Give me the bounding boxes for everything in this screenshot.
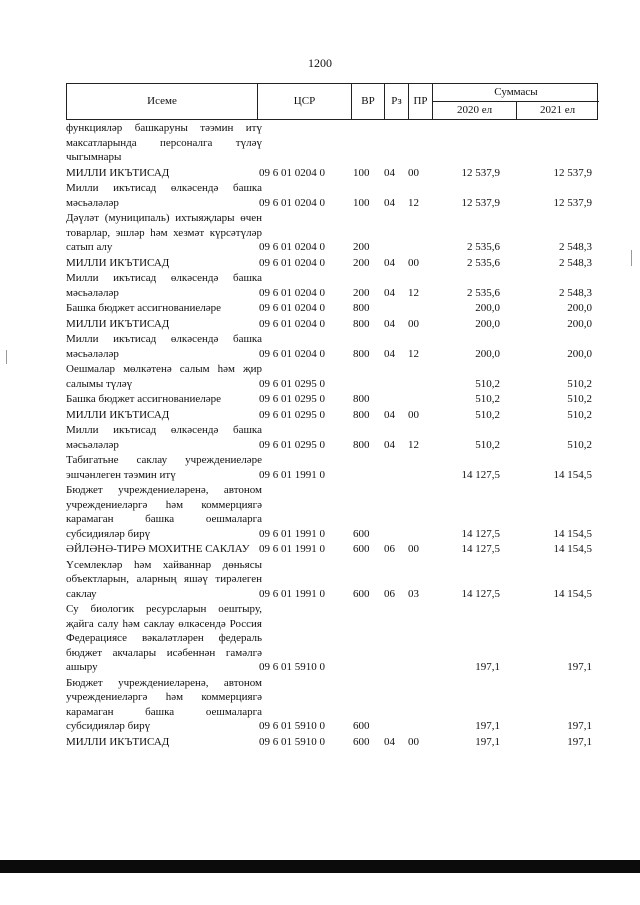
row-vr: 800 <box>353 438 370 451</box>
scan-edge-bar <box>0 860 640 873</box>
row-rz: 06 <box>384 543 395 555</box>
table-row <box>66 120 598 165</box>
row-vr: 800 <box>353 393 370 405</box>
row-value-2020: 14 127,5 <box>461 587 500 600</box>
row-name: Милли икътисад өлкәсендә башка мәсьәләләр <box>66 272 262 299</box>
row-name: Милли икътисад өлкәсендә башка мәсьәләләр <box>66 333 262 360</box>
table-row <box>66 180 598 210</box>
row-csr-code: 09 6 01 5910 0 <box>259 661 325 673</box>
row-rz: 04 <box>384 735 395 748</box>
row-pr: 03 <box>408 587 419 600</box>
row-vr: 200 <box>353 241 370 253</box>
row-value-2020: 12 537,9 <box>461 166 500 179</box>
row-value-2021: 12 537,9 <box>553 166 592 179</box>
row-vr: 800 <box>353 317 370 330</box>
row-rz: 06 <box>384 587 395 600</box>
row-vr: 800 <box>353 347 370 360</box>
row-vr: 600 <box>353 735 370 748</box>
row-name: МИЛЛИ ИКЪТИСАД <box>66 408 170 421</box>
row-csr-code: 09 6 01 0204 0 <box>259 196 325 209</box>
row-name: Бюджет учреждениеләренә, автоном учреждениеләргә һәм коммерциягә карамаган башка оешмаларга субсидияләр бирү <box>66 676 262 732</box>
row-pr: 00 <box>408 543 419 555</box>
row-value-2021: 2 548,3 <box>559 286 592 299</box>
row-pr: 12 <box>408 438 419 451</box>
row-value-2021: 200,0 <box>567 302 592 314</box>
row-value-2020: 510,2 <box>475 438 500 451</box>
table-row <box>66 270 598 300</box>
row-value-2020: 510,2 <box>475 408 500 421</box>
row-name: Оешмалар мөлкәтенә салым һәм җир салымы түләү <box>66 363 262 390</box>
row-name: Су биологик ресурсларын оештыру, җайга салу һәм саклау өлкәсендә Россия Федерациясе вәкаләтләрен федераль бюджет акчалары исәбеннән гамәлгә ашыру <box>66 603 262 673</box>
table-row <box>66 482 598 541</box>
row-rz: 04 <box>384 347 395 360</box>
header-vr: ВР <box>361 95 375 107</box>
row-pr: 00 <box>408 408 419 421</box>
row-value-2021: 14 154,5 <box>553 468 592 481</box>
row-vr: 600 <box>353 720 370 732</box>
row-name: Бюджет учреждениеләренә, автоном учреждениеләргә һәм коммерциягә карамаган башка оешмаларга субсидияләр бирү <box>66 484 262 540</box>
row-value-2021: 197,1 <box>567 661 592 673</box>
table-row <box>66 361 598 391</box>
row-value-2021: 14 154,5 <box>553 587 592 600</box>
header-year-2021: 2021 ел <box>539 104 576 116</box>
scan-mark <box>631 250 632 266</box>
row-csr-code: 09 6 01 1991 0 <box>259 468 325 481</box>
row-value-2020: 510,2 <box>475 377 500 390</box>
row-csr-code: 09 6 01 0204 0 <box>259 347 325 360</box>
row-name: МИЛЛИ ИКЪТИСАД <box>66 256 170 269</box>
row-value-2020: 197,1 <box>475 661 500 673</box>
row-vr: 600 <box>353 527 370 540</box>
table-row <box>66 300 598 316</box>
table-row <box>66 734 598 750</box>
header-sums-cell <box>433 84 599 119</box>
row-value-2021: 2 548,3 <box>559 241 592 253</box>
table-row <box>66 452 598 482</box>
row-rz: 04 <box>384 408 395 421</box>
page-number: 1200 <box>308 56 332 70</box>
row-value-2021: 510,2 <box>567 408 592 421</box>
table-row <box>66 557 598 602</box>
row-pr: 00 <box>408 256 419 269</box>
header-name-cell <box>67 84 258 119</box>
row-value-2021: 200,0 <box>567 317 592 330</box>
row-vr: 100 <box>353 166 370 179</box>
row-value-2020: 510,2 <box>475 393 500 405</box>
table-row <box>66 391 598 407</box>
table-header <box>66 83 598 120</box>
row-vr: 600 <box>353 587 370 600</box>
row-value-2021: 510,2 <box>567 438 592 451</box>
row-name: МИЛЛИ ИКЪТИСАД <box>66 166 170 179</box>
budget-table-body <box>66 120 598 749</box>
row-vr: 800 <box>353 302 370 314</box>
header-rz: Рз <box>391 95 402 107</box>
row-value-2020: 200,0 <box>475 317 500 330</box>
row-name: Башка бюджет ассигнованиеләре <box>66 393 221 405</box>
row-csr-code: 09 6 01 0295 0 <box>259 393 325 405</box>
row-vr: 200 <box>353 256 370 269</box>
row-value-2021: 2 548,3 <box>559 256 592 269</box>
row-csr-code: 09 6 01 0204 0 <box>259 241 325 253</box>
row-csr-code: 09 6 01 0204 0 <box>259 166 325 179</box>
row-csr-code: 09 6 01 0204 0 <box>259 302 325 314</box>
row-value-2020: 200,0 <box>475 302 500 314</box>
row-pr: 00 <box>408 317 419 330</box>
row-csr-code: 09 6 01 0204 0 <box>259 256 325 269</box>
row-rz: 04 <box>384 438 395 451</box>
row-csr-code: 09 6 01 0295 0 <box>259 377 325 390</box>
header-csr-cell <box>258 84 352 119</box>
row-value-2021: 14 154,5 <box>553 543 592 555</box>
row-csr-code: 09 6 01 0204 0 <box>259 317 325 330</box>
row-vr: 100 <box>353 196 370 209</box>
row-name: МИЛЛИ ИКЪТИСАД <box>66 735 170 748</box>
table-row <box>66 601 598 675</box>
row-pr: 00 <box>408 735 419 748</box>
row-csr-code: 09 6 01 0295 0 <box>259 438 325 451</box>
header-vr-cell <box>352 84 385 119</box>
row-name: функцияләр башкаруны тәэмин итү максатларында персоналга түләү чыгымнары <box>66 122 262 163</box>
row-value-2020: 197,1 <box>475 735 500 748</box>
row-value-2020: 2 535,6 <box>467 256 500 269</box>
header-year-2020: 2020 ел <box>433 101 517 119</box>
row-value-2021: 14 154,5 <box>553 527 592 540</box>
row-csr-code: 09 6 01 1991 0 <box>259 587 325 600</box>
row-value-2020: 2 535,6 <box>467 241 500 253</box>
row-vr: 800 <box>353 408 370 421</box>
row-csr-code: 09 6 01 5910 0 <box>259 735 325 748</box>
row-name: Милли икътисад өлкәсендә башка мәсьәләләр <box>66 424 262 451</box>
row-value-2021: 200,0 <box>567 347 592 360</box>
row-value-2020: 2 535,6 <box>467 286 500 299</box>
row-rz: 04 <box>384 256 395 269</box>
row-vr: 200 <box>353 286 370 299</box>
row-csr-code: 09 6 01 0204 0 <box>259 286 325 299</box>
row-name: Табигатьне саклау учреждениеләре эшчәнлеген тәэмин итү <box>66 454 262 481</box>
row-name: МИЛЛИ ИКЪТИСАД <box>66 317 170 330</box>
row-rz: 04 <box>384 317 395 330</box>
row-csr-code: 09 6 01 1991 0 <box>259 527 325 540</box>
row-pr: 00 <box>408 166 419 179</box>
table-row <box>66 210 598 255</box>
row-vr: 600 <box>353 543 370 555</box>
row-name: ӘЙЛӘНӘ-ТИРӘ МОХИТНЕ САКЛАУ <box>66 543 250 555</box>
table-row <box>66 316 598 332</box>
row-value-2020: 14 127,5 <box>461 468 500 481</box>
table-row <box>66 675 598 734</box>
row-value-2021: 197,1 <box>567 720 592 732</box>
row-name: Дәүләт (муниципаль) ихтыяҗлары өчен товарлар, эшләр һәм хезмәт күрсәтүләр сатып алу <box>66 212 262 253</box>
row-value-2020: 14 127,5 <box>461 543 500 555</box>
row-csr-code: 09 6 01 0295 0 <box>259 408 325 421</box>
row-rz: 04 <box>384 286 395 299</box>
header-pr: ПР <box>413 95 428 107</box>
row-name: Үсемлекләр һәм хайваннар дөньясы объектларын, аларның яшәү тирәлеген саклау <box>66 558 262 600</box>
row-value-2021: 510,2 <box>567 377 592 390</box>
row-name: Башка бюджет ассигнованиеләре <box>66 302 221 314</box>
table-row <box>66 255 598 271</box>
row-name: Милли икътисад өлкәсендә башка мәсьәләләр <box>66 182 262 209</box>
scan-mark <box>6 350 7 364</box>
row-pr: 12 <box>408 286 419 299</box>
row-pr: 12 <box>408 347 419 360</box>
row-value-2021: 197,1 <box>567 735 592 748</box>
row-value-2020: 197,1 <box>475 720 500 732</box>
table-row <box>66 331 598 361</box>
row-pr: 12 <box>408 196 419 209</box>
row-csr-code: 09 6 01 1991 0 <box>259 543 325 555</box>
row-value-2020: 12 537,9 <box>461 196 500 209</box>
header-name: Исеме <box>147 95 177 107</box>
row-rz: 04 <box>384 166 395 179</box>
row-value-2021: 12 537,9 <box>553 196 592 209</box>
header-csr: ЦСР <box>293 95 316 107</box>
row-rz: 04 <box>384 196 395 209</box>
header-rz-cell <box>385 84 409 119</box>
header-pr-cell <box>409 84 433 119</box>
row-value-2021: 510,2 <box>567 393 592 405</box>
row-value-2020: 14 127,5 <box>461 527 500 540</box>
row-csr-code: 09 6 01 5910 0 <box>259 720 325 732</box>
row-value-2020: 200,0 <box>475 347 500 360</box>
header-sums: Суммасы <box>433 84 599 102</box>
table-row <box>66 422 598 452</box>
table-row <box>66 541 598 557</box>
table-row <box>66 407 598 423</box>
table-row <box>66 165 598 181</box>
